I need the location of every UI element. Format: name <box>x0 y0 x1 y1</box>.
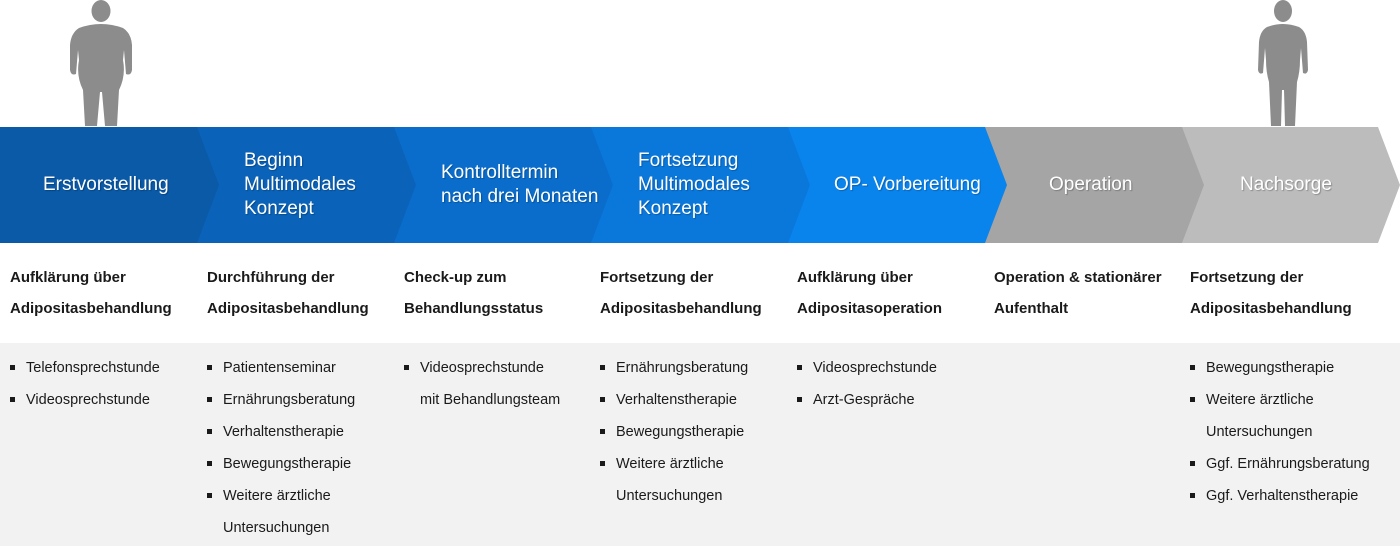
bullet-icon <box>600 429 605 434</box>
bullet-list-2 <box>207 352 355 544</box>
bullet-icon <box>404 365 409 370</box>
bullet-icon <box>207 365 212 370</box>
list-item: Videosprechstunde mit Behandlungsteam <box>404 352 560 416</box>
bullet-icon <box>207 397 212 402</box>
stage-label: Operation <box>1049 174 1133 195</box>
list-item: Bewegungstherapie <box>207 448 355 480</box>
stage-chevron-7 <box>1182 127 1400 243</box>
list-item: Ggf. Verhaltenstherapie <box>1190 480 1370 512</box>
stage-label: Kontrolltermin nach drei Monaten <box>441 162 599 207</box>
list-item: Verhaltenstherapie <box>600 384 748 416</box>
process-banner <box>0 127 1400 243</box>
stage-chevron-4 <box>591 127 815 243</box>
bullet-list-4 <box>600 352 748 512</box>
bullet-list-5 <box>797 352 937 416</box>
column-heading-7: Fortsetzung der Adipositasbehandlung <box>1190 269 1352 317</box>
list-item: Videosprechstunde <box>10 384 160 416</box>
column-heading-6: Operation & stationärer Aufenthalt <box>994 269 1162 317</box>
column-heading-1: Aufklärung über Adipositasbehandlung <box>10 269 172 317</box>
list-item: Patientenseminar <box>207 352 355 384</box>
stage-label: Erstvorstellung <box>43 174 169 195</box>
column-heading-4: Fortsetzung der Adipositasbehandlung <box>600 269 762 317</box>
list-item: Bewegungstherapie <box>1190 352 1370 384</box>
bullet-icon <box>1190 493 1195 498</box>
stage-label: Nachsorge <box>1240 174 1332 195</box>
bullet-icon <box>10 365 15 370</box>
list-item: Bewegungstherapie <box>600 416 748 448</box>
list-item: Videosprechstunde <box>797 352 937 384</box>
list-item: Ernährungsberatung <box>600 352 748 384</box>
list-item: Weitere ärztliche Untersuchungen <box>1190 384 1370 448</box>
bullet-icon <box>10 397 15 402</box>
person-figure-heavy-icon <box>65 0 137 130</box>
bullet-icon <box>600 461 605 466</box>
bullet-list-7 <box>1190 352 1370 512</box>
person-figure-slim-icon <box>1253 0 1313 130</box>
list-item: Arzt-Gespräche <box>797 384 937 416</box>
stage-label: Beginn Multimodales Konzept <box>244 150 356 219</box>
bullet-icon <box>1190 365 1195 370</box>
bullet-list-3 <box>404 352 560 416</box>
stage-label: OP- Vorbereitung <box>834 174 981 195</box>
bullet-icon <box>1190 461 1195 466</box>
bullet-icon <box>207 429 212 434</box>
bullet-icon <box>207 493 212 498</box>
list-item: Verhaltenstherapie <box>207 416 355 448</box>
stage-chevron-2 <box>197 127 421 243</box>
stage-chevron-1 <box>0 127 224 243</box>
stage-chevron-5 <box>788 127 1012 243</box>
column-heading-2: Durchführung der Adipositasbehandlung <box>207 269 369 317</box>
list-item: Weitere ärztliche Untersuchungen <box>207 480 355 544</box>
bullet-icon <box>600 397 605 402</box>
list-item: Ernährungsberatung <box>207 384 355 416</box>
bullet-icon <box>207 461 212 466</box>
column-heading-5: Aufklärung über Adipositasoperation <box>797 269 943 317</box>
bullet-icon <box>1190 397 1195 402</box>
column-heading-3: Check-up zum Behandlungsstatus <box>404 269 544 317</box>
stage-chevron-3 <box>394 127 618 243</box>
list-item: Weitere ärztliche Untersuchungen <box>600 448 748 512</box>
list-item: Telefonsprechstunde <box>10 352 160 384</box>
bullet-list-1 <box>10 352 160 416</box>
list-item: Ggf. Ernährungsberatung <box>1190 448 1370 480</box>
bullet-icon <box>797 365 802 370</box>
stage-label: Fortsetzung Multimodales Konzept <box>638 150 750 219</box>
bullet-icon <box>600 365 605 370</box>
bullet-icon <box>797 397 802 402</box>
stage-chevron-6 <box>985 127 1209 243</box>
